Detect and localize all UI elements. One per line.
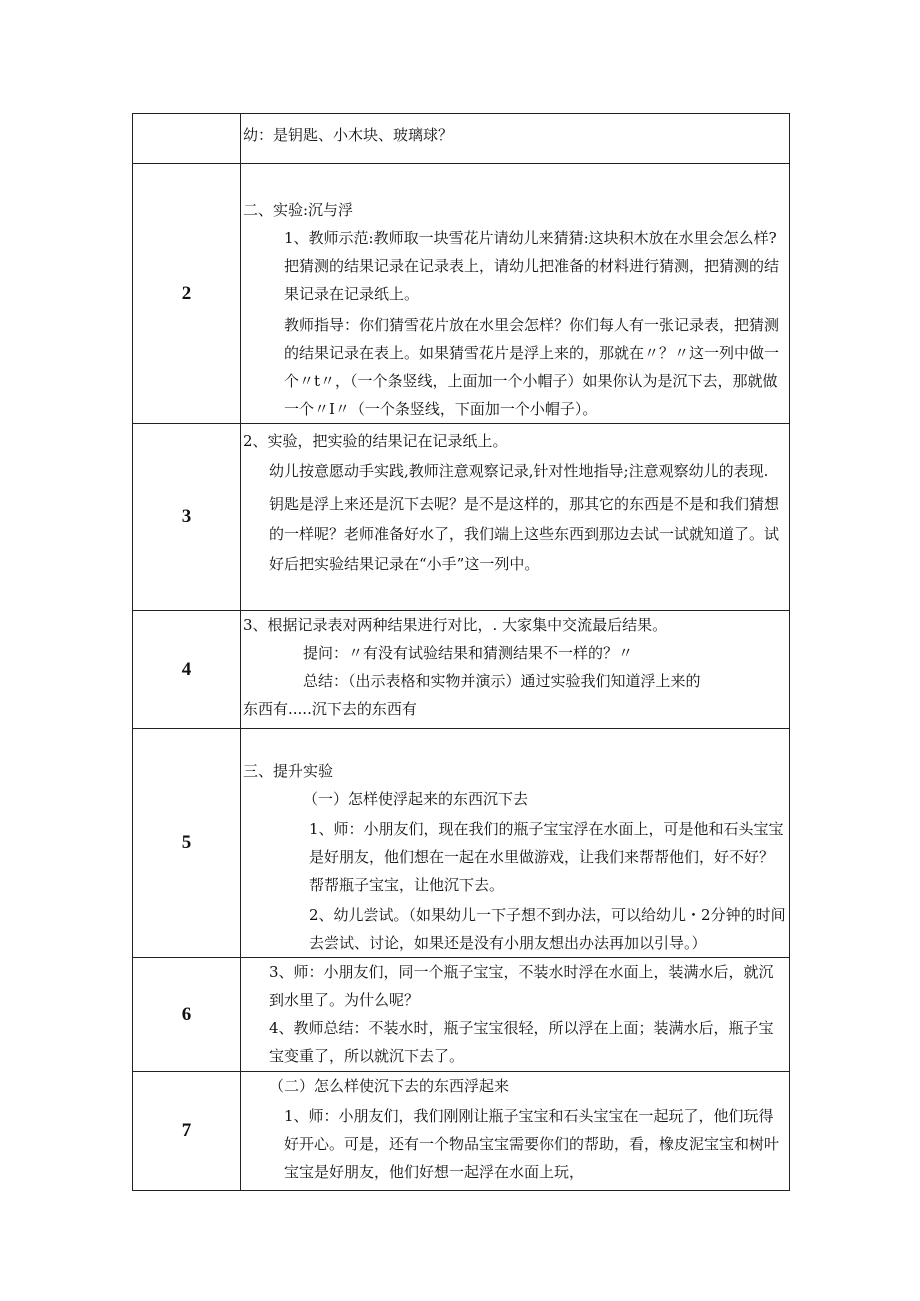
content-paragraph: 东西有.....沉下去的东西有 — [243, 700, 417, 718]
content-paragraph: 3、师：小朋友们，同一个瓶子宝宝，不装水时浮在水面上，装满水后，就沉到水里了。为什么呢？ — [269, 963, 774, 1009]
content-line: 幼：是钥匙、小木块、玻璃球？ — [243, 126, 454, 144]
content-paragraph: 4、教师总结：不装水时，瓶子宝宝很轻，所以浮在上面；装满水后，瓶子宝宝变重了，所以就沉下去了。 — [269, 1019, 774, 1065]
section-heading: 二、实验:沉与浮 — [243, 201, 354, 219]
step-number-cell — [133, 114, 241, 164]
content-paragraph: 1、教师示范:教师取一块雪花片请幼儿来猜猜:这块积木放在水里会怎么样?把猜测的结果记录在记录表上，请幼儿把准备的材料进行猜测，把猜测的结果记录在记录纸上。 — [284, 229, 780, 303]
step-number-cell: 7 — [133, 1072, 241, 1191]
content-paragraph: 提问：〃有没有试验结果和猜测结果不一样的？〃 — [303, 644, 634, 662]
content-paragraph: 钥匙是浮上来还是沉下去呢？是不是这样的，那其它的东西是不是和我们猜想的一样呢？老师准备好水了，我们端上这些东西到那边去试一试就知道了。试好后把实验结果记录在“小手”这一列中。 — [269, 495, 780, 573]
step-content-cell — [241, 1072, 790, 1191]
lesson-plan-table — [132, 113, 790, 1191]
step-number-cell: 3 — [133, 424, 241, 611]
content-paragraph: 1、师：小朋友们，现在我们的瓶子宝宝浮在水面上，可是他和石头宝宝是好朋友，他们想在一起在水里做游戏，让我们来帮帮他们，好不好？帮帮瓶子宝宝，让他沉下去。 — [309, 820, 784, 894]
table-row — [133, 114, 790, 164]
step-content-cell — [241, 114, 790, 164]
lesson-plan-sheet — [132, 113, 790, 1191]
table-row — [133, 729, 790, 958]
table-row — [133, 164, 790, 424]
content-paragraph: （一）怎样使浮起来的东西沉下去 — [303, 790, 529, 808]
table-row — [133, 958, 790, 1072]
step-content-cell — [241, 729, 790, 958]
table-row — [133, 611, 790, 729]
section-heading: 三、提升实验 — [243, 762, 334, 780]
content-paragraph: 教师指导：你们猜雪花片放在水里会怎样？你们每人有一张记录表，把猜测的结果记录在表上。如果猜雪花片是浮上来的，那就在〃？〃这一列中做一个〃t〃，（一个条竖线，上面加一个小帽子）如果你认为是沉下去，那就做一个〃I〃（一个条竖线，下面加一个小帽子）。 — [284, 316, 780, 418]
step-number-cell: 2 — [133, 164, 241, 424]
step-content-cell — [241, 958, 790, 1072]
step-number-cell: 4 — [133, 611, 241, 729]
table-row — [133, 424, 790, 611]
content-paragraph: 2、幼儿尝试。（如果幼儿一下子想不到办法，可以给幼儿・2分钟的时间去尝试、讨论，如果还是没有小朋友想出办法再加以引导。） — [309, 906, 786, 952]
step-content-cell — [241, 424, 790, 611]
content-paragraph: 总结：（出示表格和实物并演示）通过实验我们知道浮上来的 — [303, 672, 701, 690]
step-number-cell: 5 — [133, 729, 241, 958]
content-paragraph: 幼儿按意愿动手实践,教师注意观察记录,针对性地指导;注意观察幼儿的表现. — [269, 462, 769, 480]
section-heading: （二）怎么样使沉下去的东西浮起来 — [269, 1077, 510, 1095]
step-number-cell: 6 — [133, 958, 241, 1072]
step-content-cell — [241, 611, 790, 729]
content-paragraph: 1、师：小朋友们，我们刚刚让瓶子宝宝和石头宝宝在一起玩了，他们玩得好开心。可是，还有一个物品宝宝需要你们的帮助，看，橡皮泥宝宝和树叶宝宝是好朋友，他们好想一起浮在水面上玩， — [284, 1107, 780, 1181]
step-content-cell — [241, 164, 790, 424]
content-paragraph: 3、根据记录表对两种结果进行对比，. 大家集中交流最后结果。 — [243, 616, 668, 634]
content-paragraph: 2、实验，把实验的结果记在记录纸上。 — [243, 432, 508, 450]
table-row — [133, 1072, 790, 1191]
